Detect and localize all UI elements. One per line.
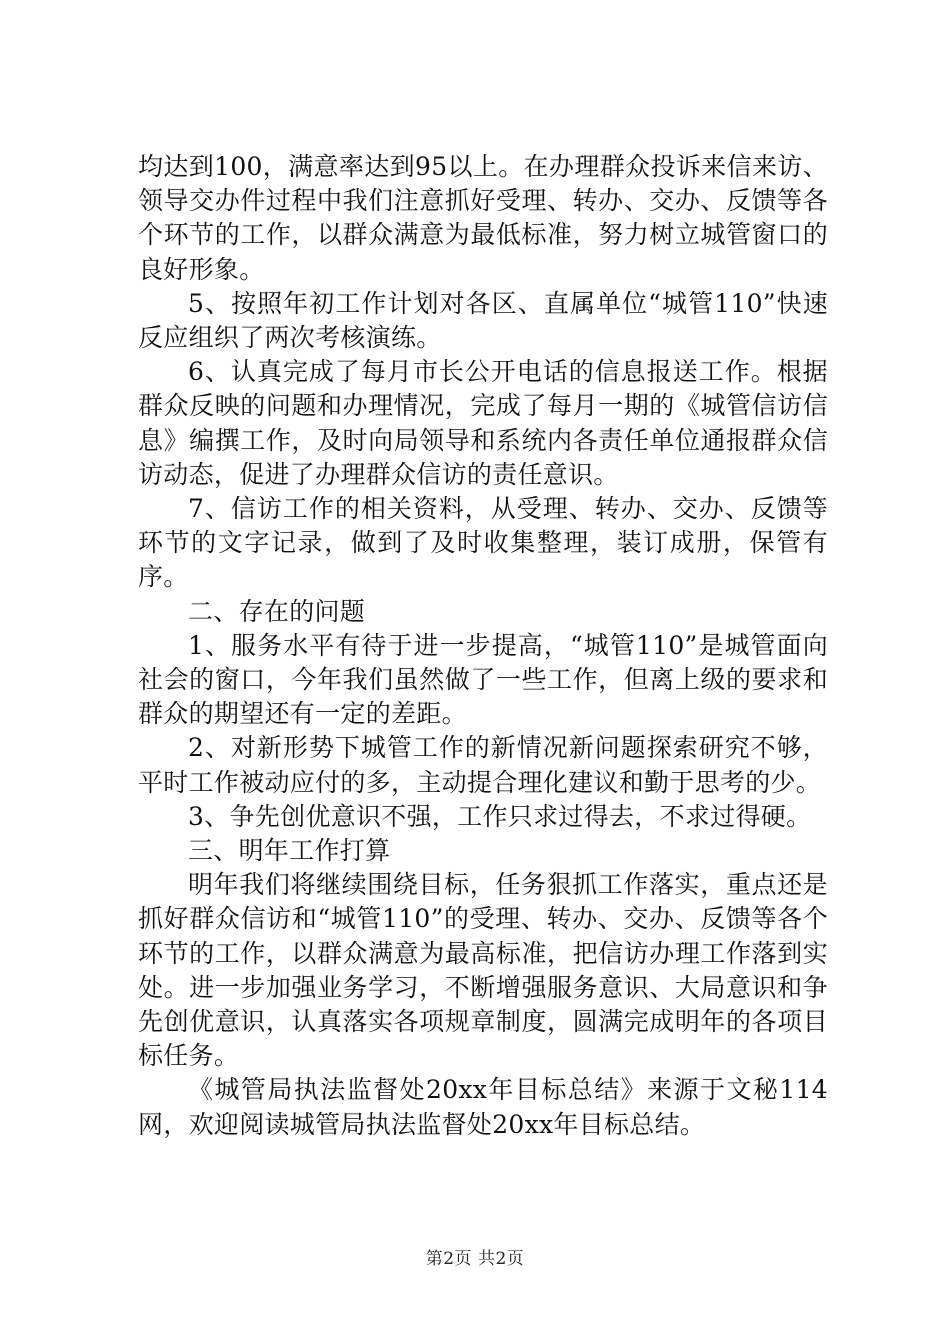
- paragraph-item-5: 5、按照年初工作计划对各区、直属单位“城管110”快速反应组织了两次考核演练。: [138, 288, 828, 353]
- section-heading-problems: 二、存在的问题: [188, 596, 366, 626]
- section-heading-next-year: 三、明年工作打算: [188, 836, 391, 866]
- paragraph-continuation: 均达到100，满意率达到95以上。在办理群众投诉来信来访、领导交办件过程中我们注意抓好受理、转办、交办、反馈等各个环节的工作，以群众满意为最低标准，努力树立城管窗口的良好形象。: [138, 152, 828, 284]
- page-number-label: 第2页 共2页: [425, 1249, 525, 1269]
- paragraph-item-6: 6、认真完成了每月市长公开电话的信息报送工作。根据群众反映的问题和办理情况，完成了每月一期的《城管信访信息》编撰工作，及时向局领导和系统内各责任单位通报群众信访动态，促进了办理群众信访的责任意识。: [138, 357, 828, 489]
- paragraph-problem-1: 1、服务水平有待于进一步提高，“城管110”是城管面向社会的窗口，今年我们虽然做了一些工作，但离上级的要求和群众的期望还有一定的差距。: [138, 630, 828, 729]
- paragraph-item-7: 7、信访工作的相关资料，从受理、转办、交办、反馈等环节的文字记录，做到了及时收集整理，装订成册，保管有序。: [138, 494, 828, 592]
- paragraph-next-year-plan: 明年我们将继续围绕目标，任务狠抓工作落实，重点还是抓好群众信访和“城管110”的受理、转办、交办、反馈等各个环节的工作，以群众满意为最高标准，把信访办理工作落到实处。进一步加强业务学习，不断增强服务意识、大局意识和争先创优意识，认真落实各项规章制度，圆满完成明年的各项目标任务。: [138, 870, 828, 1071]
- paragraph-problem-2: 2、对新形势下城管工作的新情况新问题探索研究不够，平时工作被动应付的多，主动提合理化建议和勤于思考的少。: [138, 733, 828, 797]
- paragraph-problem-3: 3、争先创优意识不强，工作只求过得去，不求过得硬。: [188, 801, 812, 831]
- page-footer: [0, 1244, 950, 1269]
- paragraph-source-note: 《城管局执法监督处20xx年目标总结》来源于文秘114网，欢迎阅读城管局执法监督处20xx年目标总结。: [138, 1075, 828, 1139]
- document-body: [138, 150, 828, 1142]
